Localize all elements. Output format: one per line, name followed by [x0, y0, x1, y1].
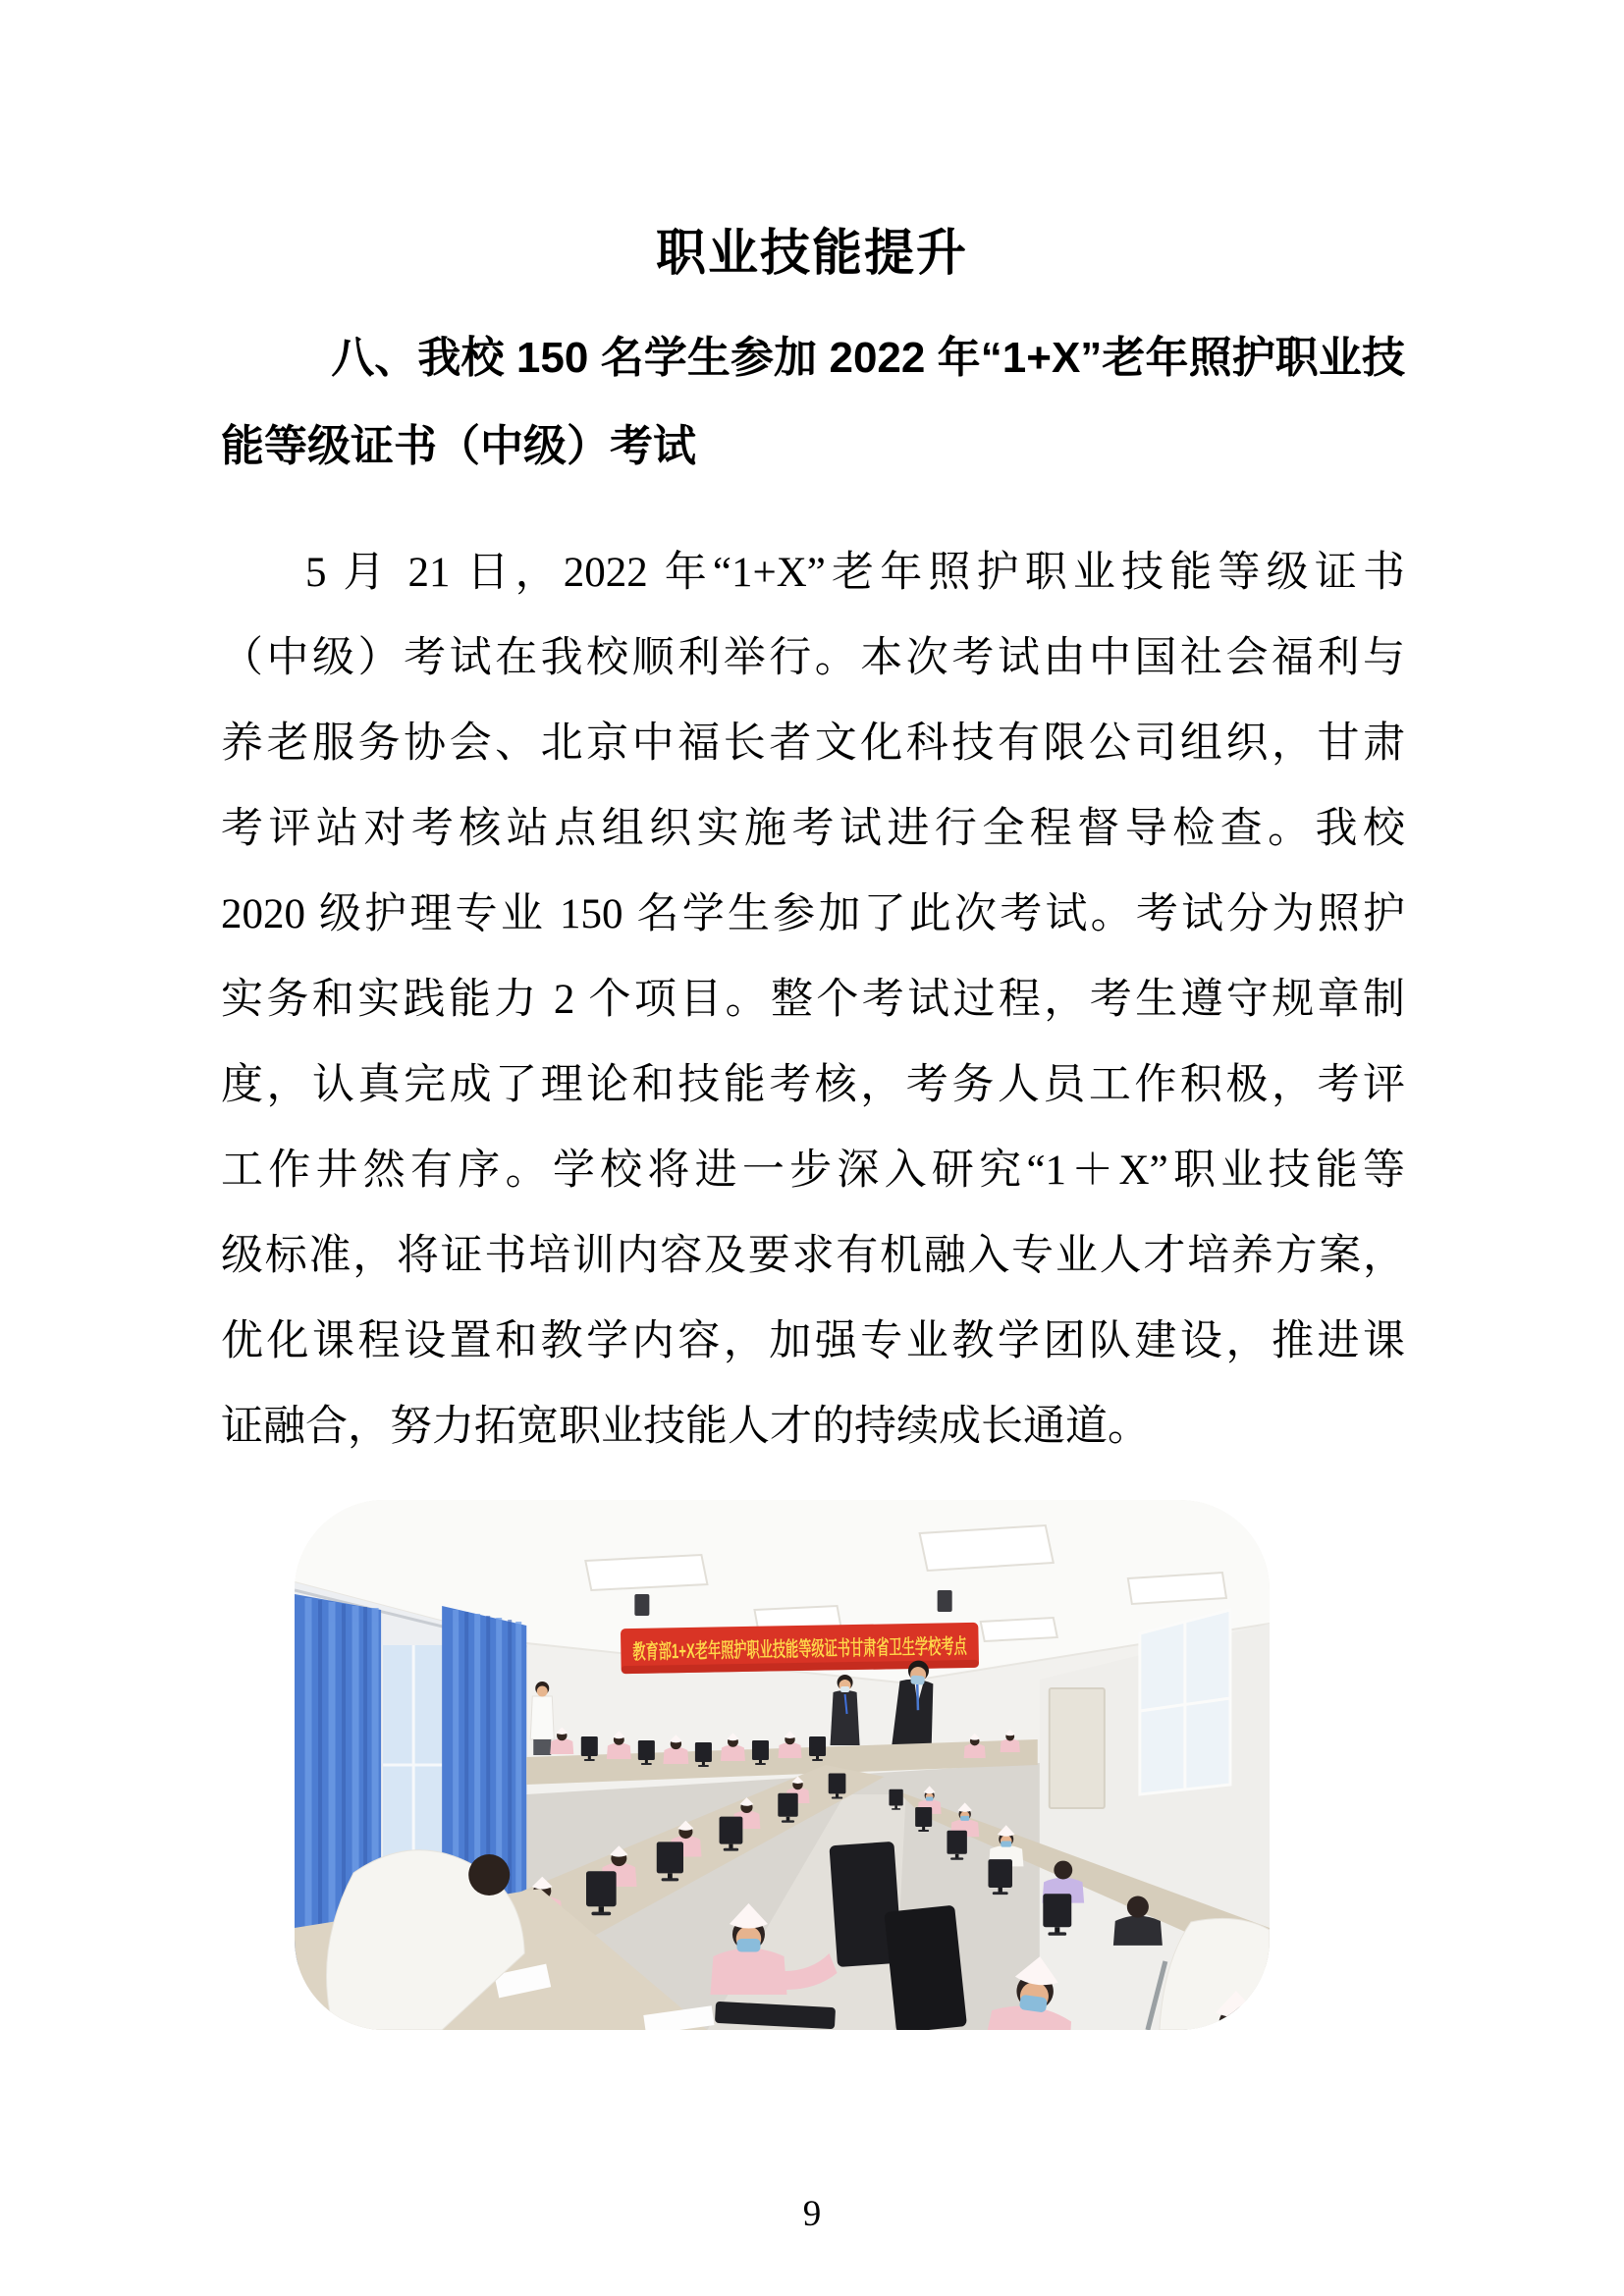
- classroom-scene: [295, 1500, 1270, 2030]
- speaker: [938, 1590, 952, 1612]
- section-heading: [221, 314, 1405, 491]
- section-heading-line-1: 八、我校 150 名学生参加 2022 年“1+X”老年照护职业技: [331, 334, 1405, 382]
- speaker: [634, 1594, 649, 1616]
- section-heading-line-2: 能等级证书（中级）考试: [221, 422, 696, 470]
- body-line: 工作井然有序。学校将进一步深入研究“1＋X”职业技能等: [221, 1148, 1405, 1194]
- body-line: 实务和实践能力 2 个项目。整个考试过程，考生遵守规章制: [221, 977, 1405, 1023]
- article-body: [221, 530, 1405, 1469]
- banner-text: 教育部1+X老年照护职业技能等级证书甘肃省卫生学校考点: [632, 1631, 1165, 1664]
- door: [1050, 1688, 1105, 1808]
- body-line: 级标准，将证书培训内容及要求有机融入专业人才培养方案，: [221, 1233, 1405, 1279]
- body-line: 证融合，努力拓宽职业技能人才的持续成长通道。: [221, 1404, 1150, 1450]
- body-line: 考评站对考核站点组织实施考试进行全程督导检查。我校: [221, 806, 1405, 852]
- body-line: 优化课程设置和教学内容，加强专业教学团队建设，推进课: [221, 1318, 1405, 1364]
- body-line: 度，认真完成了理论和技能考核，考务人员工作积极，考评: [221, 1062, 1405, 1108]
- body-line: 5 月 21 日，2022 年“1+X”老年照护职业技能等级证书: [305, 550, 1405, 596]
- page-number: 9: [802, 2194, 822, 2234]
- exam-classroom-photo: [295, 1500, 1270, 2030]
- body-line: 2020 级护理专业 150 名学生参加了此次考试。考试分为照护: [221, 891, 1405, 937]
- page-title: 职业技能提升: [655, 225, 968, 281]
- body-line: （中级）考试在我校顺利举行。本次考试由中国社会福利与: [221, 635, 1405, 681]
- body-line: 养老服务协会、北京中福长者文化科技有限公司组织，甘肃: [221, 721, 1405, 767]
